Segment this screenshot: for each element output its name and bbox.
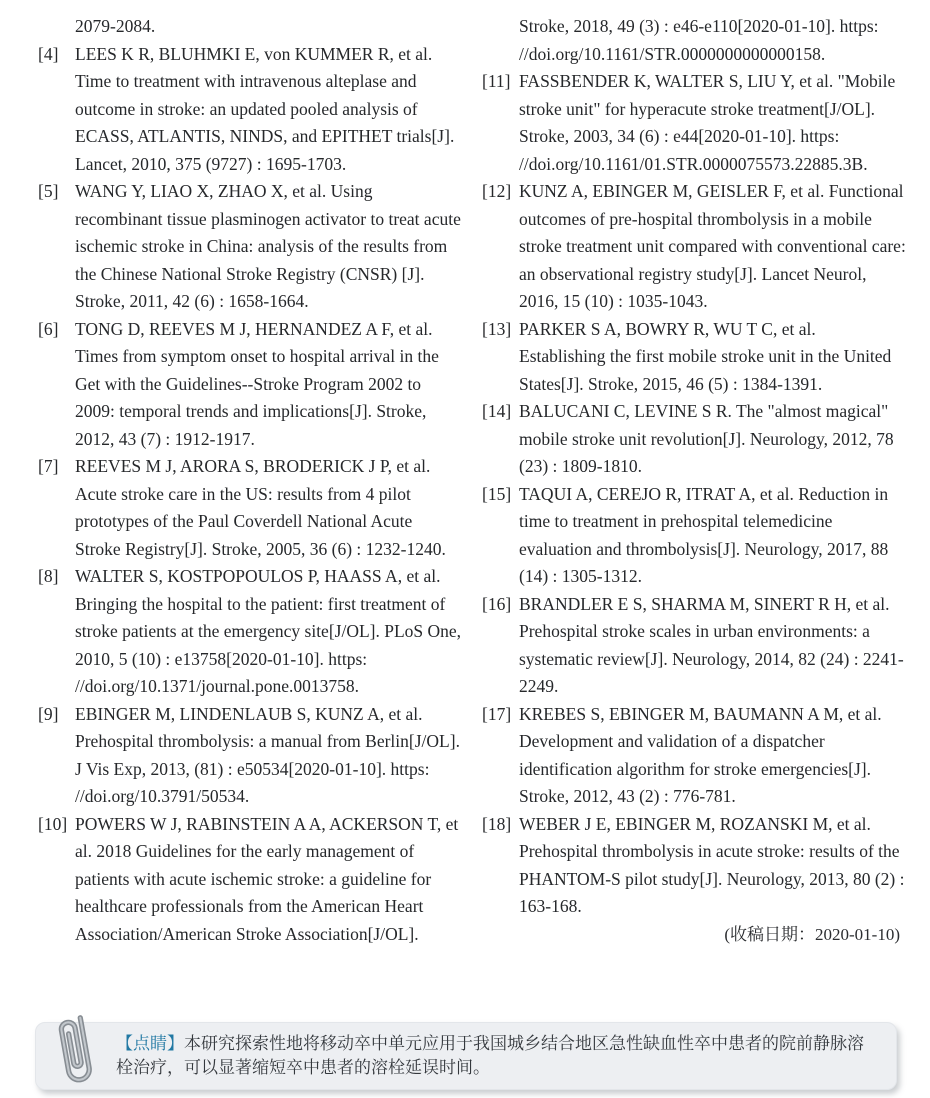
references-column-left bbox=[38, 13, 462, 948]
reference-text: WEBER J E, EBINGER M, ROZANSKI M, et al. Prehospital thrombolysis in acute stroke: results of the PHANTOM-S pilot study[J]. Neurology, 2013, 80 (2) : 163-168. bbox=[519, 813, 905, 916]
reference-number: [15] bbox=[482, 483, 512, 504]
reference-text: WANG Y, LIAO X, ZHAO X, et al. Using recombinant tissue plasminogen activator to treat acute ischemic stroke in China: analysis of the results from the Chinese National Stroke Registry (CNSR) [J]. Stroke, 2011, 42 (6) : 1658-1664. bbox=[75, 181, 461, 311]
reference-number: [10] bbox=[38, 813, 68, 834]
reference-item bbox=[482, 13, 906, 68]
reference-item bbox=[38, 563, 462, 701]
paperclip-icon bbox=[50, 1005, 106, 1097]
reference-text: TONG D, REEVES M J, HERNANDEZ A F, et al. Times from symptom onset to hospital arrival in the Get with the Guidelines--Stroke Program 2002 to 2009: temporal trends and implications[J]. Stroke, 2012, 43 (7) : 1912-1917. bbox=[75, 318, 439, 449]
reference-number: [6] bbox=[38, 318, 59, 339]
reference-item bbox=[38, 13, 462, 41]
reference-number: [5] bbox=[38, 181, 59, 201]
reference-number: [14] bbox=[482, 401, 512, 421]
reference-number: [17] bbox=[482, 703, 512, 724]
reference-text: REEVES M J, ARORA S, BRODERICK J P, et al. Acute stroke care in the US: results from 4 pilot prototypes of the Paul Coverdell National Acute Stroke Registry[J]. Stroke, 2005, 36 (6) : 1232-1240. bbox=[75, 456, 446, 559]
reference-text: FASSBENDER K, WALTER S, LIU Y, et al. "Mobile stroke unit" for hyperacute stroke treatment[J/OL]. Stroke, 2003, 34 (6) : e44[2020-01-10]. https: //doi.org/10.1161/01.STR.0000075573.22885.3B. bbox=[519, 71, 896, 174]
reference-number: [4] bbox=[38, 43, 59, 64]
reference-number: [18] bbox=[482, 813, 512, 834]
reference-item bbox=[38, 178, 462, 316]
reference-text: TAQUI A, CEREJO R, ITRAT A, et al. Reduction in time to treatment in prehospital telemedicine evaluation and thrombolysis[J]. Neurology, 2017, 88 (14) : 1305-1312. bbox=[519, 483, 889, 586]
reference-number: [12] bbox=[482, 181, 512, 201]
reference-text: PARKER S A, BOWRY R, WU T C, et al. Establishing the first mobile stroke unit in the United States[J]. Stroke, 2015, 46 (5) : 1384-1391. bbox=[519, 318, 892, 394]
reference-item bbox=[482, 316, 906, 399]
reference-item bbox=[482, 701, 906, 811]
reference-text: Stroke, 2018, 49 (3) : e46-e110[2020-01-10]. https: //doi.org/10.1161/STR.0000000000000158. bbox=[519, 16, 879, 64]
reference-item bbox=[482, 811, 906, 921]
reference-number: [16] bbox=[482, 593, 512, 614]
reference-text: KREBES S, EBINGER M, BAUMANN A M, et al. Development and validation of a dispatcher identification algorithm for stroke emergencies[J]. Stroke, 2012, 43 (2) : 776-781. bbox=[519, 703, 882, 806]
reference-item bbox=[482, 398, 906, 481]
reference-number: [11] bbox=[482, 71, 511, 91]
reference-item bbox=[482, 591, 906, 701]
reference-text: POWERS W J, RABINSTEIN A A, ACKERSON T, et al. 2018 Guidelines for the early management of patients with acute ischemic stroke: a guideline for healthcare professionals from the American Heart Association/American Stroke Association[J/OL]. bbox=[75, 813, 459, 944]
tip-note-box bbox=[35, 1022, 897, 1090]
reference-number: [9] bbox=[38, 703, 59, 724]
reference-number: [8] bbox=[38, 566, 59, 586]
reference-item bbox=[482, 178, 906, 316]
reference-item bbox=[38, 41, 462, 179]
reference-item bbox=[38, 701, 462, 811]
reference-item bbox=[482, 68, 906, 178]
reference-text: BALUCANI C, LEVINE S R. The "almost magical" mobile stroke unit revolution[J]. Neurology, 2012, 78 (23) : 1809-1810. bbox=[519, 401, 894, 476]
reference-item bbox=[38, 316, 462, 454]
received-date: (收稿日期：2020-01-10) bbox=[724, 924, 900, 944]
reference-item bbox=[38, 811, 462, 949]
reference-text: WALTER S, KOSTPOPOULOS P, HAASS A, et al. Bringing the hospital to the patient: first treatment of stroke patients at the emergency site[J/OL]. PLoS One, 2010, 5 (10) : e13758[2020-01-10]. https: //doi.org/10.1371/journal.pone.0013758. bbox=[75, 566, 462, 696]
reference-text: BRANDLER E S, SHARMA M, SINERT R H, et al. Prehospital stroke scales in urban environments: a systematic review[J]. Neurology, 2014, 82 (24) : 2241-2249. bbox=[519, 593, 904, 696]
tip-body-text: 本研究探索性地将移动卒中单元应用于我国城乡结合地区急性缺血性卒中患者的院前静脉溶栓治疗，可以显著缩短卒中患者的溶栓延误时间。 bbox=[116, 1034, 864, 1077]
reference-text: KUNZ A, EBINGER M, GEISLER F, et al. Functional outcomes of pre-hospital thrombolysis in a mobile stroke treatment unit compared with conventional care: an observational registry study[J]. Lancet Neurol, 2016, 15 (10) : 1035-1043. bbox=[519, 181, 906, 311]
reference-item bbox=[482, 481, 906, 591]
reference-text: EBINGER M, LINDENLAUB S, KUNZ A, et al. Prehospital thrombolysis: a manual from Berlin[J/OL]. J Vis Exp, 2013, (81) : e50534[2020-01-10]. https: //doi.org/10.3791/50534. bbox=[75, 703, 460, 806]
tip-paragraph bbox=[116, 1032, 876, 1080]
reference-number: [7] bbox=[38, 456, 59, 476]
reference-text: 2079-2084. bbox=[75, 16, 156, 36]
tip-label: 【点睛】 bbox=[116, 1034, 184, 1053]
reference-number: [13] bbox=[482, 318, 512, 339]
references-column-right bbox=[482, 13, 906, 948]
reference-item bbox=[38, 453, 462, 563]
reference-text: LEES K R, BLUHMKI E, von KUMMER R, et al. Time to treatment with intravenous alteplase and outcome in stroke: an updated pooled analysis of ECASS, ATLANTIS, NINDS, and EPITHET trials[J]. Lancet, 2010, 375 (9727) : 1695-1703. bbox=[75, 43, 455, 174]
